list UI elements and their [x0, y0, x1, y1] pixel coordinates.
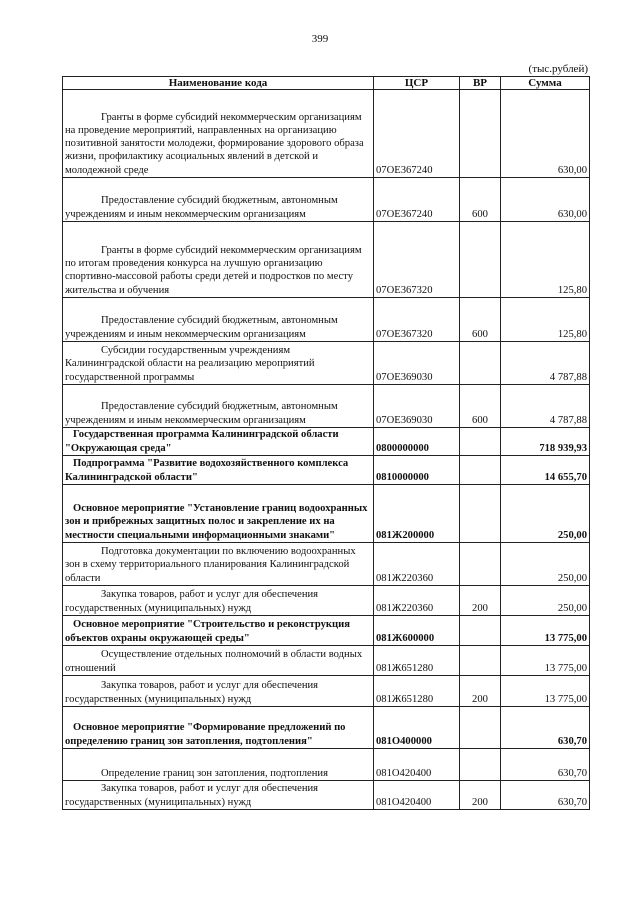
cell-vr [460, 707, 501, 749]
cell-sum: 630,00 [501, 178, 590, 222]
cell-vr [460, 485, 501, 543]
cell-name: Государственная программа Калининградской области "Окружающая среда" [63, 428, 374, 456]
cell-sum: 630,00 [501, 90, 590, 178]
cell-name: Подготовка документации по включению водоохранных зон в схему территориального планирования Калининградской области [63, 543, 374, 586]
cell-name: Определение границ зон затопления, подтопления [63, 749, 374, 781]
cell-sum: 250,00 [501, 586, 590, 616]
table-row [63, 646, 590, 676]
cell-name: Осуществление отдельных полномочий в области водных отношений [63, 646, 374, 676]
cell-sum: 630,70 [501, 781, 590, 810]
cell-sum: 630,70 [501, 707, 590, 749]
cell-csr: 081Ж600000 [374, 616, 460, 646]
cell-name: Гранты в форме субсидий некоммерческим организациям на проведение мероприятий, направленных на организацию позитивной занятости молодежи, формирование здорового образа жизни, профилактику асоциальных явлений в детской и молодежной среде [63, 90, 374, 178]
table-row [63, 342, 590, 385]
cell-name: Предоставление субсидий бюджетным, автономным учреждениям и иным некоммерческим организациям [63, 178, 374, 222]
cell-sum: 630,70 [501, 749, 590, 781]
table-row [63, 222, 590, 298]
cell-name: Закупка товаров, работ и услуг для обеспечения государственных (муниципальных) нужд [63, 781, 374, 810]
cell-name: Предоставление субсидий бюджетным, автономным учреждениям и иным некоммерческим организациям [63, 385, 374, 428]
cell-name: Закупка товаров, работ и услуг для обеспечения государственных (муниципальных) нужд [63, 676, 374, 707]
budget-table [62, 76, 590, 810]
cell-vr [460, 428, 501, 456]
cell-csr: 07ОЕ367240 [374, 90, 460, 178]
cell-csr: 081Ж651280 [374, 646, 460, 676]
cell-csr: 07ОЕ367240 [374, 178, 460, 222]
cell-csr: 07ОЕ367320 [374, 222, 460, 298]
column-header-name: Наименование кода [63, 77, 374, 90]
cell-vr [460, 222, 501, 298]
cell-name: Подпрограмма "Развитие водохозяйственного комплекса Калининградской области" [63, 456, 374, 485]
cell-vr: 200 [460, 586, 501, 616]
column-header-vr: ВР [460, 77, 501, 90]
cell-sum: 4 787,88 [501, 385, 590, 428]
cell-name: Основное мероприятие "Строительство и реконструкция объектов охраны окружающей среды" [63, 616, 374, 646]
table-row [63, 385, 590, 428]
cell-name: Основное мероприятие "Установление границ водоохранных зон и прибрежных защитных полос и закрепление их на местности специальными информационными знаками" [63, 485, 374, 543]
cell-csr: 081Ж220360 [374, 586, 460, 616]
table-row [63, 456, 590, 485]
cell-csr: 07ОЕ367320 [374, 298, 460, 342]
cell-sum: 250,00 [501, 543, 590, 586]
cell-csr: 0800000000 [374, 428, 460, 456]
cell-sum: 13 775,00 [501, 676, 590, 707]
table-row [63, 586, 590, 616]
cell-vr [460, 342, 501, 385]
column-header-sum: Сумма [501, 77, 590, 90]
cell-name: Субсидии государственным учреждениям Калининградской области на реализацию мероприятий государственной программы [63, 342, 374, 385]
cell-vr [460, 646, 501, 676]
cell-vr: 200 [460, 676, 501, 707]
table-row [63, 298, 590, 342]
cell-sum: 250,00 [501, 485, 590, 543]
cell-sum: 125,80 [501, 222, 590, 298]
cell-vr [460, 749, 501, 781]
table-header-row [63, 77, 590, 90]
cell-sum: 13 775,00 [501, 646, 590, 676]
cell-csr: 0810000000 [374, 456, 460, 485]
cell-sum: 125,80 [501, 298, 590, 342]
cell-name: Предоставление субсидий бюджетным, автономным учреждениям и иным некоммерческим организациям [63, 298, 374, 342]
cell-csr: 081О420400 [374, 781, 460, 810]
cell-vr: 600 [460, 298, 501, 342]
cell-sum: 4 787,88 [501, 342, 590, 385]
cell-csr: 081О400000 [374, 707, 460, 749]
table-row [63, 676, 590, 707]
cell-sum: 718 939,93 [501, 428, 590, 456]
table-row [63, 485, 590, 543]
cell-vr [460, 456, 501, 485]
table-row [63, 90, 590, 178]
column-header-csr: ЦСР [374, 77, 460, 90]
cell-vr [460, 90, 501, 178]
cell-csr: 081Ж651280 [374, 676, 460, 707]
table-body [63, 90, 590, 810]
cell-csr: 081Ж220360 [374, 543, 460, 586]
cell-name: Основное мероприятие "Формирование предложений по определению границ зон затопления, подтопления" [63, 707, 374, 749]
cell-vr: 600 [460, 385, 501, 428]
cell-name: Закупка товаров, работ и услуг для обеспечения государственных (муниципальных) нужд [63, 586, 374, 616]
cell-sum: 14 655,70 [501, 456, 590, 485]
cell-sum: 13 775,00 [501, 616, 590, 646]
table-row [63, 749, 590, 781]
table-row [63, 543, 590, 586]
cell-vr [460, 543, 501, 586]
table-row [63, 707, 590, 749]
table-row [63, 178, 590, 222]
table-row [63, 616, 590, 646]
cell-csr: 07ОЕ369030 [374, 342, 460, 385]
table-row [63, 428, 590, 456]
page-number: 399 [311, 33, 329, 45]
cell-csr: 081Ж200000 [374, 485, 460, 543]
cell-vr: 600 [460, 178, 501, 222]
cell-vr: 200 [460, 781, 501, 810]
cell-csr: 081О420400 [374, 749, 460, 781]
table-row [63, 781, 590, 810]
units-label: (тыс.рублей) [528, 63, 588, 75]
cell-vr [460, 616, 501, 646]
cell-name: Гранты в форме субсидий некоммерческим организациям по итогам проведения конкурса на лучшую организацию спортивно-массовой работы среди детей и подростков по месту жительства и обучения [63, 222, 374, 298]
cell-csr: 07ОЕ369030 [374, 385, 460, 428]
